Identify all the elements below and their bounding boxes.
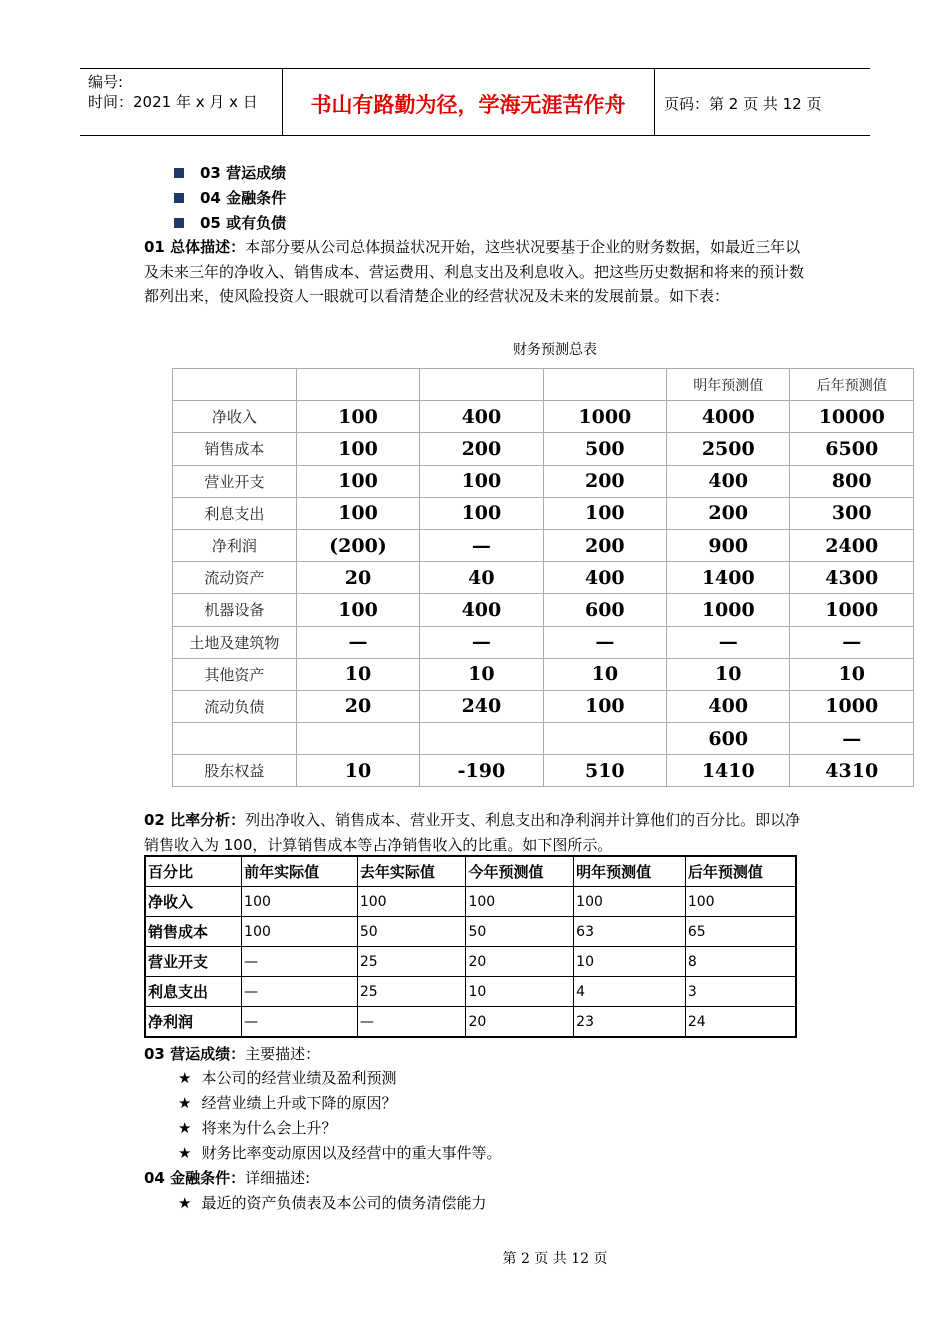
table-cell: 10 xyxy=(466,977,574,1007)
header-motto: 书山有路勤为径，学海无涯苦作舟 xyxy=(310,92,626,117)
table-cell: 10 xyxy=(790,658,914,690)
table-header-cell: 明年预测值 xyxy=(574,856,686,887)
table-cell: 24 xyxy=(685,1007,796,1038)
table-cell: 50 xyxy=(357,917,466,947)
table-cell: 100 xyxy=(296,594,419,626)
row-label-cell: 净利润 xyxy=(173,529,297,561)
table-header-cell xyxy=(420,369,543,401)
row-label-cell: 净收入 xyxy=(145,887,242,917)
table-header-cell: 前年实际值 xyxy=(242,856,358,887)
ratio-paragraph xyxy=(144,808,814,857)
row-label-cell: 净利润 xyxy=(145,1007,242,1038)
table-header-cell: 后年预测值 xyxy=(685,856,796,887)
bullet-item: 04 金融条件 xyxy=(174,187,286,208)
table-header-cell xyxy=(543,369,666,401)
list-item: ★ 将来为什么会上升？ xyxy=(178,1119,337,1137)
row-label-cell: 机器设备 xyxy=(173,594,297,626)
table-header-cell xyxy=(173,369,297,401)
table-row xyxy=(145,977,796,1007)
table-row xyxy=(145,887,796,917)
table-header-cell: 后年预测值 xyxy=(790,369,914,401)
table-cell: 10 xyxy=(296,755,419,787)
table-cell: — xyxy=(242,1007,358,1038)
table-cell: 10 xyxy=(296,658,419,690)
table-cell: 4300 xyxy=(790,562,914,594)
header-page-number: 页码：第 2 页 共 12 页 xyxy=(664,95,822,113)
table-cell: — xyxy=(790,626,914,658)
table-cell: 20 xyxy=(296,690,419,722)
table-cell: 1410 xyxy=(667,755,790,787)
table-cell: 400 xyxy=(667,465,790,497)
forecast-table xyxy=(172,368,914,787)
ratio-table xyxy=(144,855,797,1038)
page-header xyxy=(80,68,870,136)
table-cell: 240 xyxy=(420,690,543,722)
finance-heading: 04 金融条件：详细描述: xyxy=(144,1169,311,1187)
table-header-cell: 去年实际值 xyxy=(357,856,466,887)
table-cell: 200 xyxy=(543,465,666,497)
row-label-cell: 流动资产 xyxy=(173,562,297,594)
table-cell: — xyxy=(790,723,914,755)
table-cell: — xyxy=(420,529,543,561)
time-label: 时间：2021 年 x 月 x 日 xyxy=(88,93,258,111)
square-bullet-icon xyxy=(174,168,184,178)
operations-heading: 03 营运成绩：主要描述： xyxy=(144,1045,321,1063)
square-bullet-icon xyxy=(174,193,184,203)
table-cell: 10 xyxy=(667,658,790,690)
header-divider xyxy=(654,69,655,135)
star-icon: ★ xyxy=(178,1094,192,1112)
table-cell: 3 xyxy=(685,977,796,1007)
table-row xyxy=(173,529,914,561)
row-label-cell: 土地及建筑物 xyxy=(173,626,297,658)
overview-paragraph xyxy=(144,235,814,309)
bullet-item: 03 营运成绩 xyxy=(174,162,286,183)
table-cell: 100 xyxy=(296,401,419,433)
table-cell: 1000 xyxy=(790,594,914,626)
row-label-cell: 利息支出 xyxy=(173,497,297,529)
overview-title: 01 总体描述： xyxy=(144,238,246,256)
table-cell: 25 xyxy=(357,977,466,1007)
table-row xyxy=(145,1007,796,1038)
table-header-cell: 百分比 xyxy=(145,856,242,887)
table-cell: 8 xyxy=(685,947,796,977)
row-label-cell: 股东权益 xyxy=(173,755,297,787)
table-cell: 400 xyxy=(667,690,790,722)
table-cell: 510 xyxy=(543,755,666,787)
table-cell xyxy=(296,723,419,755)
star-icon: ★ xyxy=(178,1194,192,1212)
overview-text: 本部分要从公司总体损益状况开始，这些状况要基于企业的财务数据，如最近三年以及未来三年的净收入、销售成本、营运费用、利息支出及利息收入。把这些历史数据和将来的预计数都列出来，使风险投资人一眼就可以看清楚企业的经营状况及未来的发展前景。如下表： xyxy=(144,238,805,305)
row-label-cell: 其他资产 xyxy=(173,658,297,690)
table-row xyxy=(173,690,914,722)
row-label-cell: 利息支出 xyxy=(145,977,242,1007)
table-cell: 400 xyxy=(543,562,666,594)
row-label-cell xyxy=(173,723,297,755)
table-cell: -190 xyxy=(420,755,543,787)
table-cell: 10 xyxy=(420,658,543,690)
table-row xyxy=(173,562,914,594)
table-cell: 20 xyxy=(296,562,419,594)
table-cell: 20 xyxy=(466,1007,574,1038)
table-cell: 10 xyxy=(543,658,666,690)
table-cell: 2500 xyxy=(667,433,790,465)
table-cell: (200) xyxy=(296,529,419,561)
table-cell xyxy=(543,723,666,755)
table-cell: — xyxy=(420,626,543,658)
table-cell: 100 xyxy=(296,465,419,497)
row-label-cell: 流动负债 xyxy=(173,690,297,722)
table-cell xyxy=(420,723,543,755)
row-label-cell: 销售成本 xyxy=(173,433,297,465)
table-cell: 40 xyxy=(420,562,543,594)
table-cell: 6500 xyxy=(790,433,914,465)
list-item: ★ 本公司的经营业绩及盈利预测 xyxy=(178,1069,397,1087)
table-cell: 2400 xyxy=(790,529,914,561)
table-cell: — xyxy=(296,626,419,658)
table-cell: 100 xyxy=(420,497,543,529)
table-cell: 200 xyxy=(420,433,543,465)
list-item: ★ 经营业绩上升或下降的原因？ xyxy=(178,1094,397,1112)
table-cell: — xyxy=(667,626,790,658)
table-cell: — xyxy=(357,1007,466,1038)
table-row xyxy=(173,723,914,755)
table-cell: 50 xyxy=(466,917,574,947)
ratio-title: 02 比率分析： xyxy=(144,811,246,829)
table-cell: 100 xyxy=(296,433,419,465)
table-row xyxy=(173,626,914,658)
table-cell: 500 xyxy=(543,433,666,465)
star-icon: ★ xyxy=(178,1069,192,1087)
table-row xyxy=(145,947,796,977)
table-cell: 100 xyxy=(357,887,466,917)
table-cell: 600 xyxy=(667,723,790,755)
table-header-row xyxy=(145,856,796,887)
table-cell: 100 xyxy=(420,465,543,497)
table-cell: 400 xyxy=(420,401,543,433)
table-row xyxy=(173,497,914,529)
table-row xyxy=(173,755,914,787)
table-cell: 10 xyxy=(574,947,686,977)
table-cell: 65 xyxy=(685,917,796,947)
table-cell: 300 xyxy=(790,497,914,529)
row-label-cell: 营业开支 xyxy=(145,947,242,977)
table-cell: 600 xyxy=(543,594,666,626)
table-row xyxy=(173,401,914,433)
table-cell: — xyxy=(242,947,358,977)
row-label-cell: 营业开支 xyxy=(173,465,297,497)
table-cell: 800 xyxy=(790,465,914,497)
row-label-cell: 净收入 xyxy=(173,401,297,433)
table-cell: 100 xyxy=(685,887,796,917)
table-row xyxy=(173,465,914,497)
page-footer: 第 2 页 共 12 页 xyxy=(502,1251,608,1267)
table-cell: 400 xyxy=(420,594,543,626)
table-cell: 900 xyxy=(667,529,790,561)
table-header-cell: 今年预测值 xyxy=(466,856,574,887)
table-cell: 4310 xyxy=(790,755,914,787)
star-icon: ★ xyxy=(178,1144,192,1162)
table-row xyxy=(173,658,914,690)
table-row xyxy=(173,433,914,465)
table-cell: 100 xyxy=(296,497,419,529)
table-cell: 100 xyxy=(466,887,574,917)
square-bullet-icon xyxy=(174,218,184,228)
table-cell: 1000 xyxy=(790,690,914,722)
table-cell: 100 xyxy=(242,917,358,947)
table-header-row xyxy=(173,369,914,401)
number-label: 编号: xyxy=(88,73,124,91)
table-cell: 100 xyxy=(543,497,666,529)
header-meta xyxy=(88,72,258,112)
table-cell: 100 xyxy=(242,887,358,917)
table-cell: 10000 xyxy=(790,401,914,433)
table-cell: 4000 xyxy=(667,401,790,433)
table-header-cell: 明年预测值 xyxy=(667,369,790,401)
table-caption: 财务预测总表 xyxy=(513,342,597,358)
table-row xyxy=(173,594,914,626)
table-cell: 1000 xyxy=(543,401,666,433)
table-header-cell xyxy=(296,369,419,401)
table-cell: 100 xyxy=(543,690,666,722)
table-cell: 1000 xyxy=(667,594,790,626)
list-item: ★ 最近的资产负债表及本公司的债务清偿能力 xyxy=(178,1194,487,1212)
table-cell: 20 xyxy=(466,947,574,977)
star-icon: ★ xyxy=(178,1119,192,1137)
list-item: ★ 财务比率变动原因以及经营中的重大事件等。 xyxy=(178,1144,502,1162)
bullet-item: 05 或有负债 xyxy=(174,212,286,233)
table-cell: — xyxy=(543,626,666,658)
row-label-cell: 销售成本 xyxy=(145,917,242,947)
table-row xyxy=(145,917,796,947)
table-cell: 23 xyxy=(574,1007,686,1038)
table-cell: 63 xyxy=(574,917,686,947)
table-cell: 4 xyxy=(574,977,686,1007)
table-cell: 100 xyxy=(574,887,686,917)
table-cell: 1400 xyxy=(667,562,790,594)
table-cell: 25 xyxy=(357,947,466,977)
table-cell: 200 xyxy=(543,529,666,561)
table-cell: — xyxy=(242,977,358,1007)
ratio-text: 列出净收入、销售成本、营业开支、利息支出和净利润并计算他们的百分比。即以净销售收入为 100，计算销售成本等占净销售收入的比重。如下图所示。 xyxy=(144,811,801,854)
table-cell: 200 xyxy=(667,497,790,529)
